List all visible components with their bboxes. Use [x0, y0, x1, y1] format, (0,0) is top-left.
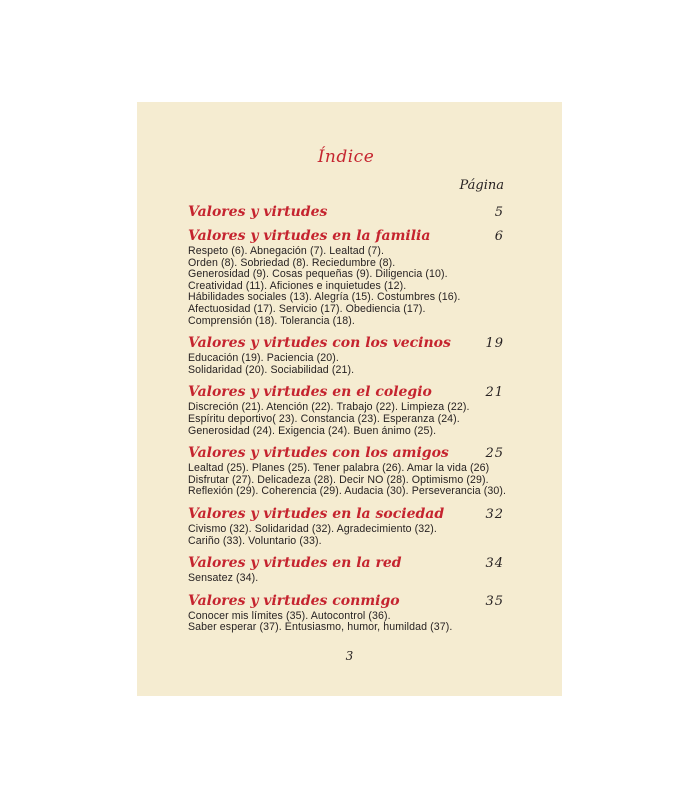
toc-section [188, 385, 504, 437]
toc-entry-line: Civismo (32). Solidaridad (32). Agradecimiento (32). [188, 522, 437, 535]
toc-entry-line: Conocer mis límites (35). Autocontrol (36). [188, 609, 391, 622]
toc-section [188, 556, 504, 585]
toc-section-entries [188, 524, 504, 547]
toc-list [188, 204, 507, 634]
toc-section-title: Valores y virtudes conmigo [188, 592, 400, 609]
toc-entry-line: Afectuosidad (17). Servicio (17). Obediencia (17). [188, 302, 426, 315]
toc-section-title: Valores y virtudes con los amigos [188, 445, 449, 462]
toc-section [188, 594, 504, 634]
toc-entry-line: Educación (19). Paciencia (20). [188, 352, 339, 365]
toc-entry-line: Lealtad (25). Planes (25). Tener palabra (26). Amar la vida (26) [188, 462, 490, 475]
toc-section-page-number: 25 [485, 446, 504, 462]
toc-entry-line: Generosidad (24). Exigencia (24). Buen ánimo (25). [188, 424, 437, 437]
toc-section-row [188, 205, 504, 220]
toc-section-entries [188, 246, 504, 327]
page-column-label: Página [459, 178, 504, 193]
toc-entry-line: Generosidad (9). Cosas pequeñas (9). Diligencia (10). [188, 268, 448, 281]
toc-entry-line: Solidaridad (20). Sociabilidad (21). [188, 363, 355, 376]
toc-section-page-number: 32 [485, 506, 504, 522]
toc-section-page-number: 35 [485, 593, 504, 609]
toc-entry-line: Comprensión (18). Tolerancia (18). [188, 314, 355, 327]
toc-section [188, 507, 504, 547]
toc-section [188, 229, 504, 327]
toc-entry-line: Sensatez (34). [188, 572, 259, 585]
toc-section-row [188, 594, 504, 609]
toc-section-entries [188, 402, 504, 437]
folio-page-number: 3 [345, 649, 354, 663]
toc-section-title: Valores y virtudes en la sociedad [188, 505, 445, 522]
toc-entry-line: Saber esperar (37). Entusiasmo, humor, humildad (37). [188, 621, 453, 634]
toc-section-page-number: 5 [494, 205, 504, 220]
toc-section-entries [188, 573, 504, 585]
toc-section-title: Valores y virtudes en el colegio [188, 384, 432, 401]
toc-section-entries [188, 353, 504, 376]
toc-section-page-number: 19 [485, 336, 504, 352]
toc-section [188, 445, 507, 498]
toc-section-page-number: 34 [485, 556, 504, 572]
toc-section-title: Valores y virtudes en la familia [188, 228, 431, 244]
toc-entry-line: Hábilidades sociales (13). Alegría (15). Costumbres (16). [188, 291, 461, 304]
toc-entry-line: Espíritu deportivo( 23). Constancia (23). Esperanza (24). [188, 412, 460, 425]
toc-section-row [188, 229, 504, 244]
toc-section-row [188, 336, 504, 351]
toc-entry-line: Creatividad (11). Aficiones e inquietudes (12). [188, 279, 407, 292]
toc-section-entries [188, 462, 507, 498]
toc-entry-line: Orden (8). Sobriedad (8). Reciedumbre (8). [188, 256, 396, 269]
toc-section-row [188, 556, 504, 571]
toc-entry-line: Cariño (33). Voluntario (33). [188, 534, 322, 547]
toc-entry-line: Reflexión (29). Coherencia (29). Audacia (30). Perseverancia (30). [188, 485, 507, 498]
book-page [137, 102, 562, 696]
toc-section-entries [188, 611, 504, 634]
page-title: Índice [317, 147, 375, 167]
toc-section-title: Valores y virtudes [188, 204, 328, 220]
toc-entry-line: Discreción (21). Atención (22). Trabajo (22). Limpieza (22). [188, 401, 470, 414]
toc-section-page-number: 6 [494, 229, 504, 244]
toc-section [188, 205, 504, 220]
toc-entry-line: Disfrutar (27). Delicadeza (28). Decir NO (28). Optimismo (29). [188, 473, 489, 486]
toc-section [188, 336, 504, 376]
toc-section-title: Valores y virtudes con los vecinos [188, 335, 451, 352]
toc-section-title: Valores y virtudes en la red [188, 555, 402, 572]
toc-section-row [188, 385, 504, 400]
toc-entry-line: Respeto (6). Abnegación (7). Lealtad (7). [188, 245, 385, 257]
toc-section-row [188, 507, 504, 522]
toc-section-row [188, 446, 504, 461]
toc-section-page-number: 21 [485, 385, 504, 401]
